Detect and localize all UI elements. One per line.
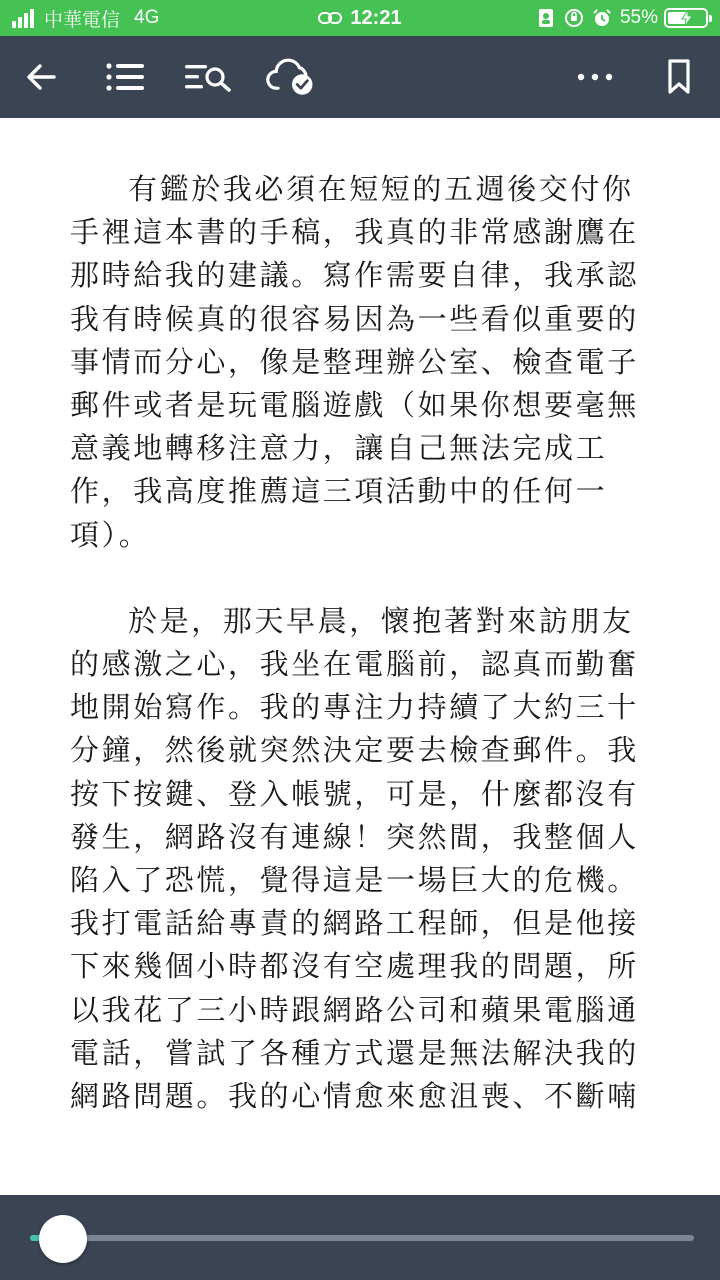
signal-strength-icon xyxy=(12,8,36,28)
network-type: 4G xyxy=(134,7,160,28)
progress-track[interactable] xyxy=(30,1235,694,1241)
alarm-icon xyxy=(592,8,612,28)
search-in-book-button[interactable] xyxy=(181,50,235,104)
more-options-button[interactable] xyxy=(568,50,622,104)
more-options-icon xyxy=(577,73,613,81)
battery-percentage: 55% xyxy=(619,7,658,28)
reading-progress-bar xyxy=(0,1195,720,1280)
table-of-contents-icon xyxy=(105,61,145,93)
hotspot-link-icon xyxy=(318,11,342,25)
battery-charging-icon xyxy=(664,8,708,28)
search-in-book-icon xyxy=(183,61,233,93)
back-button[interactable] xyxy=(14,50,68,104)
rotation-lock-icon xyxy=(564,8,584,28)
carrier-name: 中華電信 xyxy=(44,9,121,31)
progress-slider-thumb[interactable] xyxy=(39,1215,87,1263)
paragraph-1: 有鑑於我必須在短短的五週後交付你手裡這本書的手稿，我真的非常感謝鷹在那時給我的建議。寫作需要自律，我承認我有時候真的很容易因為一些看似重要的事情而分心，像是整理辦公室、檢查電子郵件或者是玩電腦遊戲（如果你想要毫無意義地轉移注意力，讓自己無法完成工作，我高度推薦這三項活動中的任何一項）。 xyxy=(70,172,639,552)
clock: 12:21 xyxy=(350,6,402,29)
portrait-lock-icon xyxy=(536,8,556,28)
bookmark-icon xyxy=(667,59,691,95)
book-page-content xyxy=(70,168,650,1118)
back-arrow-icon xyxy=(24,62,58,92)
cloud-sync-button[interactable] xyxy=(265,50,319,104)
bookmark-button[interactable] xyxy=(652,50,706,104)
reader-toolbar xyxy=(0,36,720,118)
cloud-sync-icon xyxy=(265,55,319,99)
table-of-contents-button[interactable] xyxy=(98,50,152,104)
paragraph-2: 於是，那天早晨，懷抱著對來訪朋友的感激之心，我坐在電腦前，認真而勤奮地開始寫作。我的專注力持續了大約三十分鐘，然後就突然決定要去檢查郵件。我按下按鍵、登入帳號，可是，什麼都沒有發生，網路沒有連線！突然間，我整個人陷入了恐慌，覺得這是一場巨大的危機。我打電話給專責的網路工程師，但是他接下來幾個小時都沒有空處理我的問題，所以我花了三小時跟網路公司和蘋果電腦通電話，嘗試了各種方式還是無法解決我的網路問題。我的心情愈來愈沮喪、不斷喃 xyxy=(70,603,639,1114)
status-bar xyxy=(0,0,720,36)
